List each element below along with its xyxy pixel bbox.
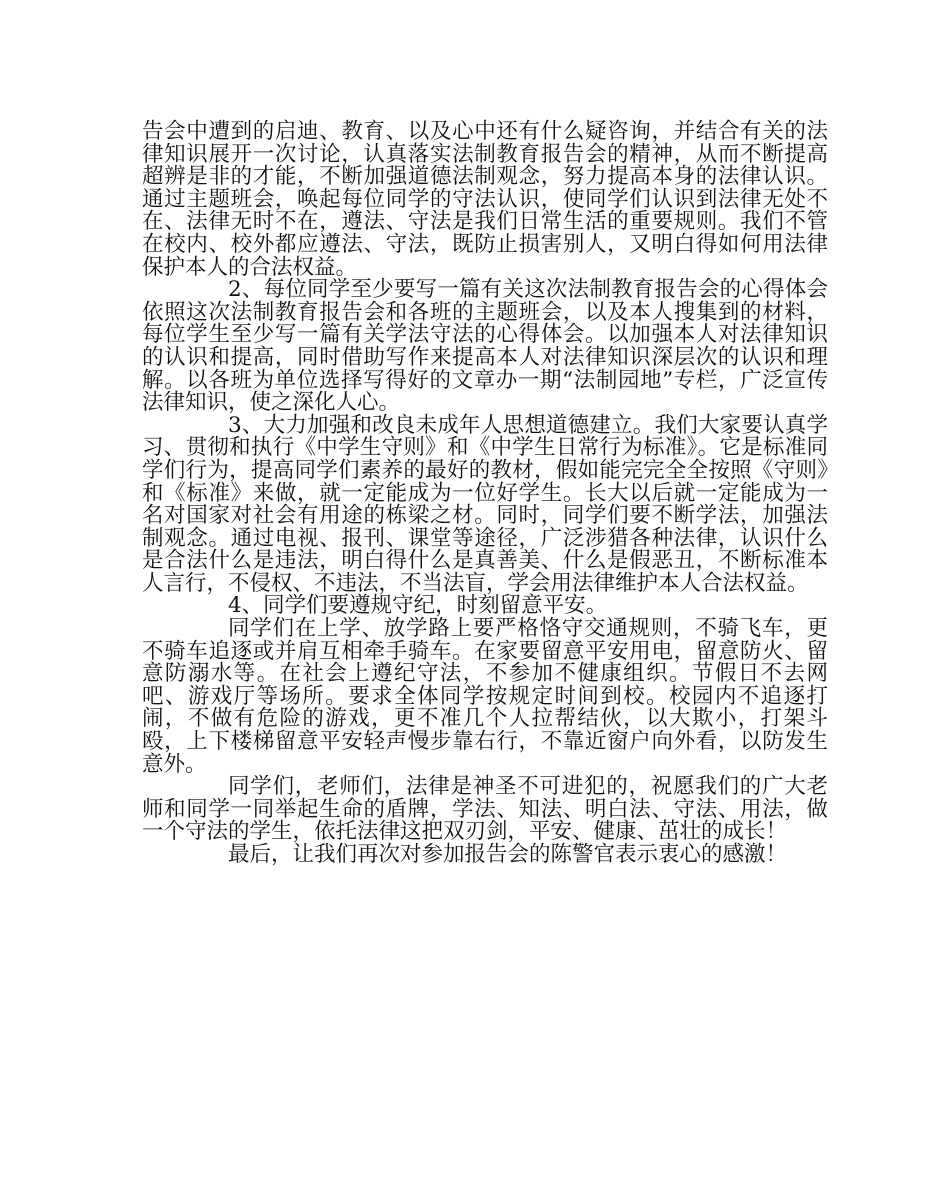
paragraph-safety-heading: 4、同学们要遵规守纪，时刻留意平安。 bbox=[228, 593, 608, 619]
paragraph-law-discussion: 告会中遭到的启迪、教育、以及心中还有什么疑咨询，并结合有关的法律知识展开一次讨论，认真落实法制教育报告会的精神，从而不断提高超辨是非的才能，不断加强道德法制观念，努力提高本身的法律认识。通过主题班会，唤起每位同学的守法认识，使同学们认识到法律无处不在、法律无时不在，遵法、守法是我们日常生活的重要规则。我们不管在校内、校外都应遵法、守法，既防止损害别人，又明白得如何用法律保护本人的合法权益。 bbox=[142, 119, 828, 280]
document-page bbox=[142, 121, 828, 867]
paragraph-closing-wish: 同学们，老师们，法律是神圣不可进犯的，祝愿我们的广大老师和同学一同举起生命的盾牌，学法、知法、明白法、守法、用法，做一个守法的学生，依托法律这把双刃剑，平安、健康、茁壮的成长！ bbox=[142, 774, 828, 845]
paragraph-reflection-essay: 2、每位同学至少要写一篇有关这次法制教育报告会的心得体会依照这次法制教育报告会和各班的主题班会，以及本人搜集到的材料，每位学生至少写一篇有关学法守法的心得体会。以加强本人对法律知识的认识和提高，同时借助写作来提高本人对法律知识深层次的认识和理解。以各班为单位选择写得好的文章办一期“法制园地”专栏，广泛宣传法律知识，使之深化人心。 bbox=[142, 277, 828, 416]
paragraph-moral-education: 3、大力加强和改良未成年人思想道德建立。我们大家要认真学习、贯彻和执行《中学生守则》和《中学生日常行为标准》。它是标准同学们行为，提高同学们素养的最好的教材，假如能完完全全按照《守则》和《标准》来做，就一定能成为一位好学生。长大以后就一定能成为一名对国家对社会有用途的栋梁之材。同时，同学们要不断学法，加强法制观念。通过电视、报刊、课堂等途径，广泛涉猎各种法律，认识什么是合法什么是违法，明白得什么是真善美、什么是假恶丑，不断标准本人言行，不侵权、不违法，不当法盲，学会用法律维护本人合法权益。 bbox=[142, 412, 828, 596]
paragraph-thanks: 最后，让我们再次对参加报告会的陈警官表示衷心的感激！ bbox=[228, 842, 788, 867]
paragraph-safety-rules: 同学们在上学、放学路上要严格恪守交通规则，不骑飞车，更不骑车追逐或并肩互相牵手骑车。在家要留意平安用电，留意防火、留意防溺水等。在社会上遵纪守法，不参加不健康组织。节假日不去网吧、游戏厅等场所。要求全体同学按规定时间到校。校园内不追逐打闹，不做有危险的游戏，更不准几个人拉帮结伙，以大欺小，打架斗殴，上下楼梯留意平安轻声慢步靠右行，不靠近窗户向外看，以防发生意外。 bbox=[142, 616, 828, 777]
